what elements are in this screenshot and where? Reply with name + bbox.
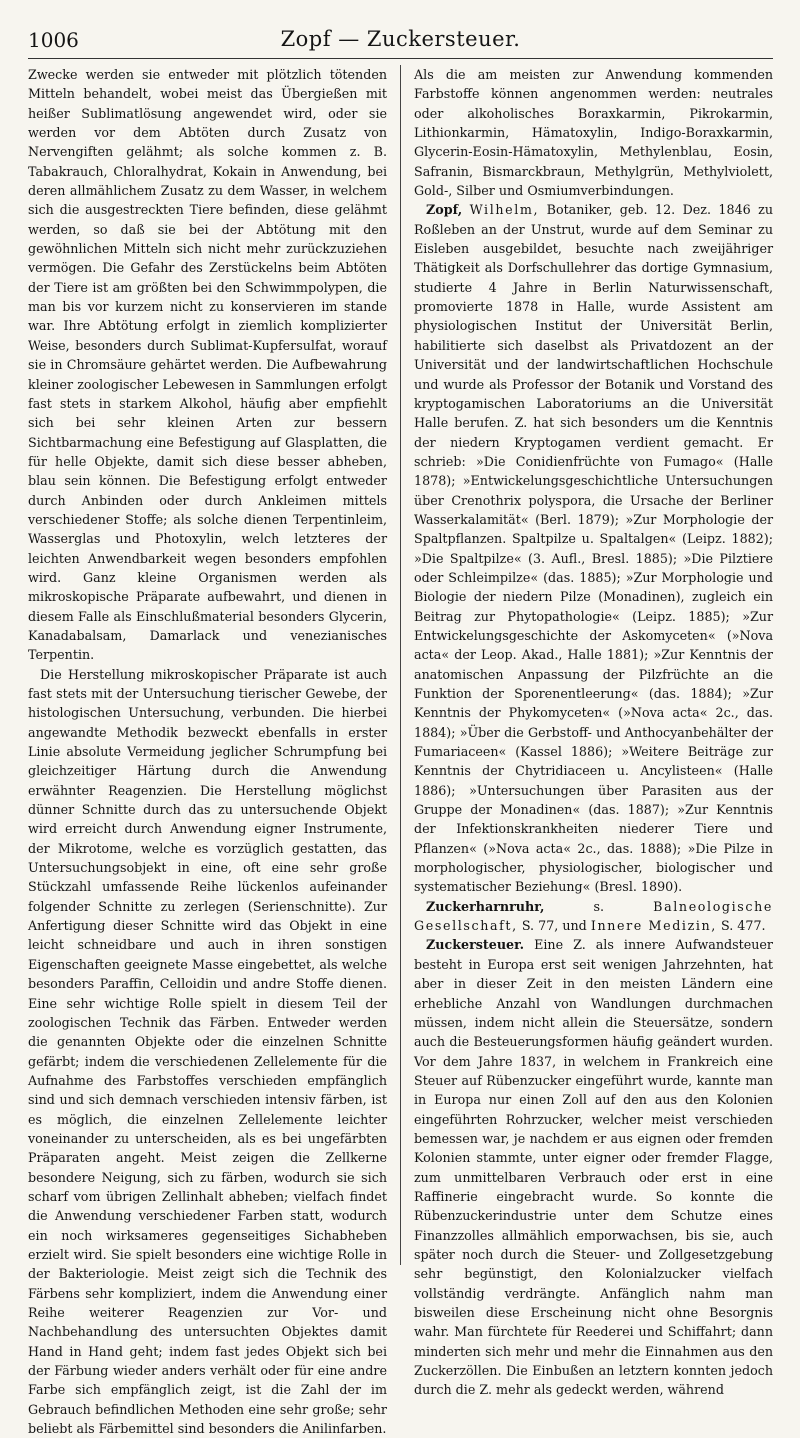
cross-ref-mid: S. 77, und	[521, 918, 587, 934]
cross-ref-prefix: s.	[593, 898, 605, 914]
paragraph-microscopic-preparations: Die Herstellung mikroskopischer Präparate ist auch fast stets mit der Untersuchung tierischer Gewebe, der histologischen Untersuchung, verbunden. Die hierbei angewandte Methodik bezweckt ebenfalls in erster Linie absolute Vermeidung jeglicher Schrumpfung bei gleichzeitiger Härtung durch die Anwendung erwähnter Reagenzien. Die Herstellung möglichst dünner Schnitte durch das zu untersuchende Objekt wird erreicht durch Anwendung eigner Instrumente, der Mikrotome, welche es vorzüglich gestatten, das Untersuchungsobjekt in eine, oft eine sehr große Stückzahl umfassende Reihe lückenlos aufeinander folgender Schnitte zu zerlegen (Serienschnitte). Zur Anfertigung dieser Schnitte wird das Objekt in eine leicht schneidbare und auch in ihren sonstigen Eigenschaften geeignete Masse eingebettet, als welche besonders Paraffin, Celloidin und andre Stoffe dienen. Eine sehr wichtige Rolle spielt in diesem Teil der zoologischen Technik das Färben. Entweder werden die genannten Objekte oder die einzelnen Schnitte gefärbt; indem die verschiedenen Zellelemente für die Aufnahme des Farbstoffes verschieden empfänglich sind und sich demnach verschieden intensiv färben, ist es möglich, die einzelnen Zellelemente leichter voneinander zu unterscheiden, als es bei ungefärbten Präparaten angeht. Meist zeigen die Zellkerne besondere Neigung, sich zu färben, wodurch sie sich scharf vom übrigen Zellinhalt abheben; vielfach findet die Anwendung verschiedener Farben statt, wodurch ein noch wirksameres gegenseitiges Sichabheben erzielt wird. Sie spielt besonders eine wichtige Rolle in der Bakteriologie. Meist zeigt sich die Technik des Färbens sehr kompliziert, indem die Anwendung einer Reihe weiterer Reagenzien zur Vor- und Nachbehandlung des untersuchten Objektes damit Hand in Hand geht; indem fast jedes Objekt sich bei der Färbung wieder anders verhält oder für eine andre Farbe sich empfänglich zeigt, ist die Zahl der im Gebrauch befindlichen Methoden eine sehr große; sehr beliebt als Färbemittel sind besonders die Anilinfarben.	[28, 666, 388, 1437]
paragraph-stains-list: Als die am meisten zur Anwendung kommenden Farbstoffe können angenommen werden: neutrales oder alkoholisches Boraxkarmin, Pikrokarmin, Lithionkarmin, Hämatoxylin, Indigo-Boraxkarmin, Glycerin-Eosin-Hämatoxylin, Methylenblau, Eosin, Safranin, Bismarckbraun, Methylgrün, Methylviolett, Gold-, Silber und Osmiumverbindungen.	[414, 67, 774, 199]
lemma-zuckerharnruhr: Zuckerharnruhr,	[426, 898, 545, 914]
column-divider	[400, 65, 401, 1265]
entry-zuckersteuer	[414, 935, 773, 1399]
zopf-given-name: Wilhelm,	[469, 202, 540, 218]
lemma-zuckersteuer: Zuckersteuer.	[426, 937, 525, 953]
page-header	[28, 24, 773, 59]
left-column	[28, 65, 387, 1438]
page-number: 1006	[28, 28, 79, 52]
entry-zopf-text: Botaniker, geb. 12. Dez. 1846 zu Roßleben an der Unstrut, wurde auf dem Seminar zu Eisleben ausgebildet, besuchte nach zweijähriger Thätigkeit als Dorfschullehrer das dortige Gymnasium, studierte 4 Jahre in Berlin Naturwissenschaft, promovierte 1878 in Halle, wurde Assistent am physiologischen Institut der Universität Berlin, habilitierte sich daselbst als Privatdozent an der Universität und der landwirtschaftlichen Hochschule und wurde als Professor der Botanik und Vorstand des kryptogamischen Laboratoriums an die Universität Halle berufen. Z. hat sich besonders um die Kenntnis der niedern Kryptogamen verdient gemacht. Er schrieb: »Die Conidienfrüchte von Fumago« (Halle 1878); »Entwickelungsgeschichtliche Untersuchungen über Crenothrix polyspora, die Ursache der Berliner Wasserkalamität« (Berl. 1879); »Zur Morphologie der Spaltpflanzen. Spaltpilze u. Spaltalgen« (Leipz. 1882); »Die Spaltpilze« (3. Aufl., Bresl. 1885); »Die Pilztiere oder Schleimpilze« (das. 1885); »Zur Morphologie und Biologie der niedern Pilze (Monadinen), zugleich ein Beitrag zur Phytopathologie« (Leipz. 1885); »Zur Entwickelungsgeschichte der Askomyceten« (»Nova acta« der Leop. Akad., Halle 1881); »Zur Kenntnis der anatomischen Anpassung der Pilzfrüchte an die Funktion der Sporenentleerung« (das. 1884); »Zur Kenntnis der Phykomyceten« (»Nova acta« 2c., das. 1884); »Über die Gerbstoff- und Anthocyanbehälter der Fumariaceen« (Kassel 1886); »Weitere Beiträge zur Kenntnis der Chytridiaceen u. Ancylisteen« (Halle 1886); »Untersuchungen über Parasiten aus der Gruppe der Monadinen« (das. 1887); »Zur Kenntnis der Infektionskrankheiten niederer Tiere und Pflanzen« (»Nova acta« 2c., das. 1888); »Die Pilze in morphologischer, physiologischer, biologischer und systematischer Beziehung« (Bresl. 1890).	[414, 202, 774, 895]
text-columns	[28, 65, 773, 1438]
cross-ref-innere-medizin: Innere Medizin,	[590, 918, 717, 934]
cross-ref-balneologische: Balneologische Gesellschaft,	[414, 898, 774, 934]
entry-zuckerharnruhr	[414, 897, 773, 936]
entry-zuckersteuer-text: Eine Z. als innere Aufwandsteuer besteht in Europa erst seit wenigen Jahrzehnten, hat aber in dieser Zeit in den meisten Ländern eine erhebliche Anzahl von Wandlungen durchmachen müssen, indem nicht allein die Steuersätze, sondern auch die Besteuerungsformen häufig geändert wurden. Vor dem Jahre 1837, in welchem in Frankreich eine Steuer auf Rübenzucker eingeführt wurde, kannte man in Europa nur einen Zoll auf den aus den Kolonien eingeführten Rohrzucker, welcher meist verschieden bemessen war, je nachdem er aus eignen oder fremden Kolonien stammte, unter eigner oder fremder Flagge, zum unmittelbaren Verbrauch oder erst in eine Raffinerie eingebracht wurde. So konnte die Rübenzuckerindustrie unter dem Schutze eines Finanzzolles allmählich emporwachsen, bis sie, auch später noch durch die Steuer- und Zollgesetzgebung sehr begünstigt, den Kolonialzucker vielfach vollständig verdrängte. Anfänglich nahm man bisweilen diese Erscheinung nicht ohne Besorgnis wahr. Man fürchtete für Reederei und Schiffahrt; dann minderten sich mehr und mehr die Einnahmen aus den Zuckerzöllen. Die Einbußen an letztern konnten jedoch durch die Z. mehr als gedeckt werden, während	[414, 937, 774, 1398]
cross-ref-post: S. 477.	[721, 918, 766, 934]
entry-zopf	[414, 200, 773, 896]
running-title: Zopf — Zuckersteuer.	[280, 27, 521, 51]
paragraph-zoological-technique-continued: Zwecke werden sie entweder mit plötzlich tötenden Mitteln behandelt, wobei meist das Übergießen mit heißer Sublimatlösung angewendet wird, oder sie werden vor dem Abtöten durch Zusatz von Nervengiften gelähmt; als solche kommen z. B. Tabakrauch, Chloralhydrat, Kokain in Anwendung, bei deren allmählichem Zusatz zu dem Wasser, in welchem sich die ausgestreckten Tiere befinden, diese gelähmt werden, so daß sie bei der Abtötung mit den gewöhnlichen Mitteln sich nicht mehr zurückzuziehen vermögen. Die Gefahr des Zerstückelns beim Abtöten der Tiere ist am größten bei den Schwimmpolypen, die man bis vor kurzem nicht zu konservieren im stande war. Ihre Abtötung erfolgt in ziemlich komplizierter Weise, besonders durch Sublimat-Kupfersulfat, worauf sie in Chromsäure gehärtet werden. Die Aufbewahrung kleiner zoologischer Lebewesen in Sammlungen erfolgt fast stets in starkem Alkohol, häufig aber empfiehlt sich bei sehr kleinen Arten zur bessern Sichtbarmachung eine Befestigung auf Glasplatten, die für helle Objekte, damit sich diese besser abheben, blau sein können. Die Befestigung erfolgt entweder durch Anbinden oder durch Ankleimen mittels verschiedener Stoffe; als solche dienen Terpentinleim, Wasserglas und Photoxylin, welch letzteres der leichten Anwendbarkeit wegen besonders empfohlen wird. Ganz kleine Organismen werden als mikroskopische Präparate aufbewahrt, und dienen in diesem Falle als Einschlußmaterial besonders Glycerin, Kanadabalsam, Damarlack und venezianisches Terpentin.	[28, 67, 388, 663]
lemma-zopf: Zopf,	[426, 202, 463, 218]
right-column	[414, 65, 773, 1438]
